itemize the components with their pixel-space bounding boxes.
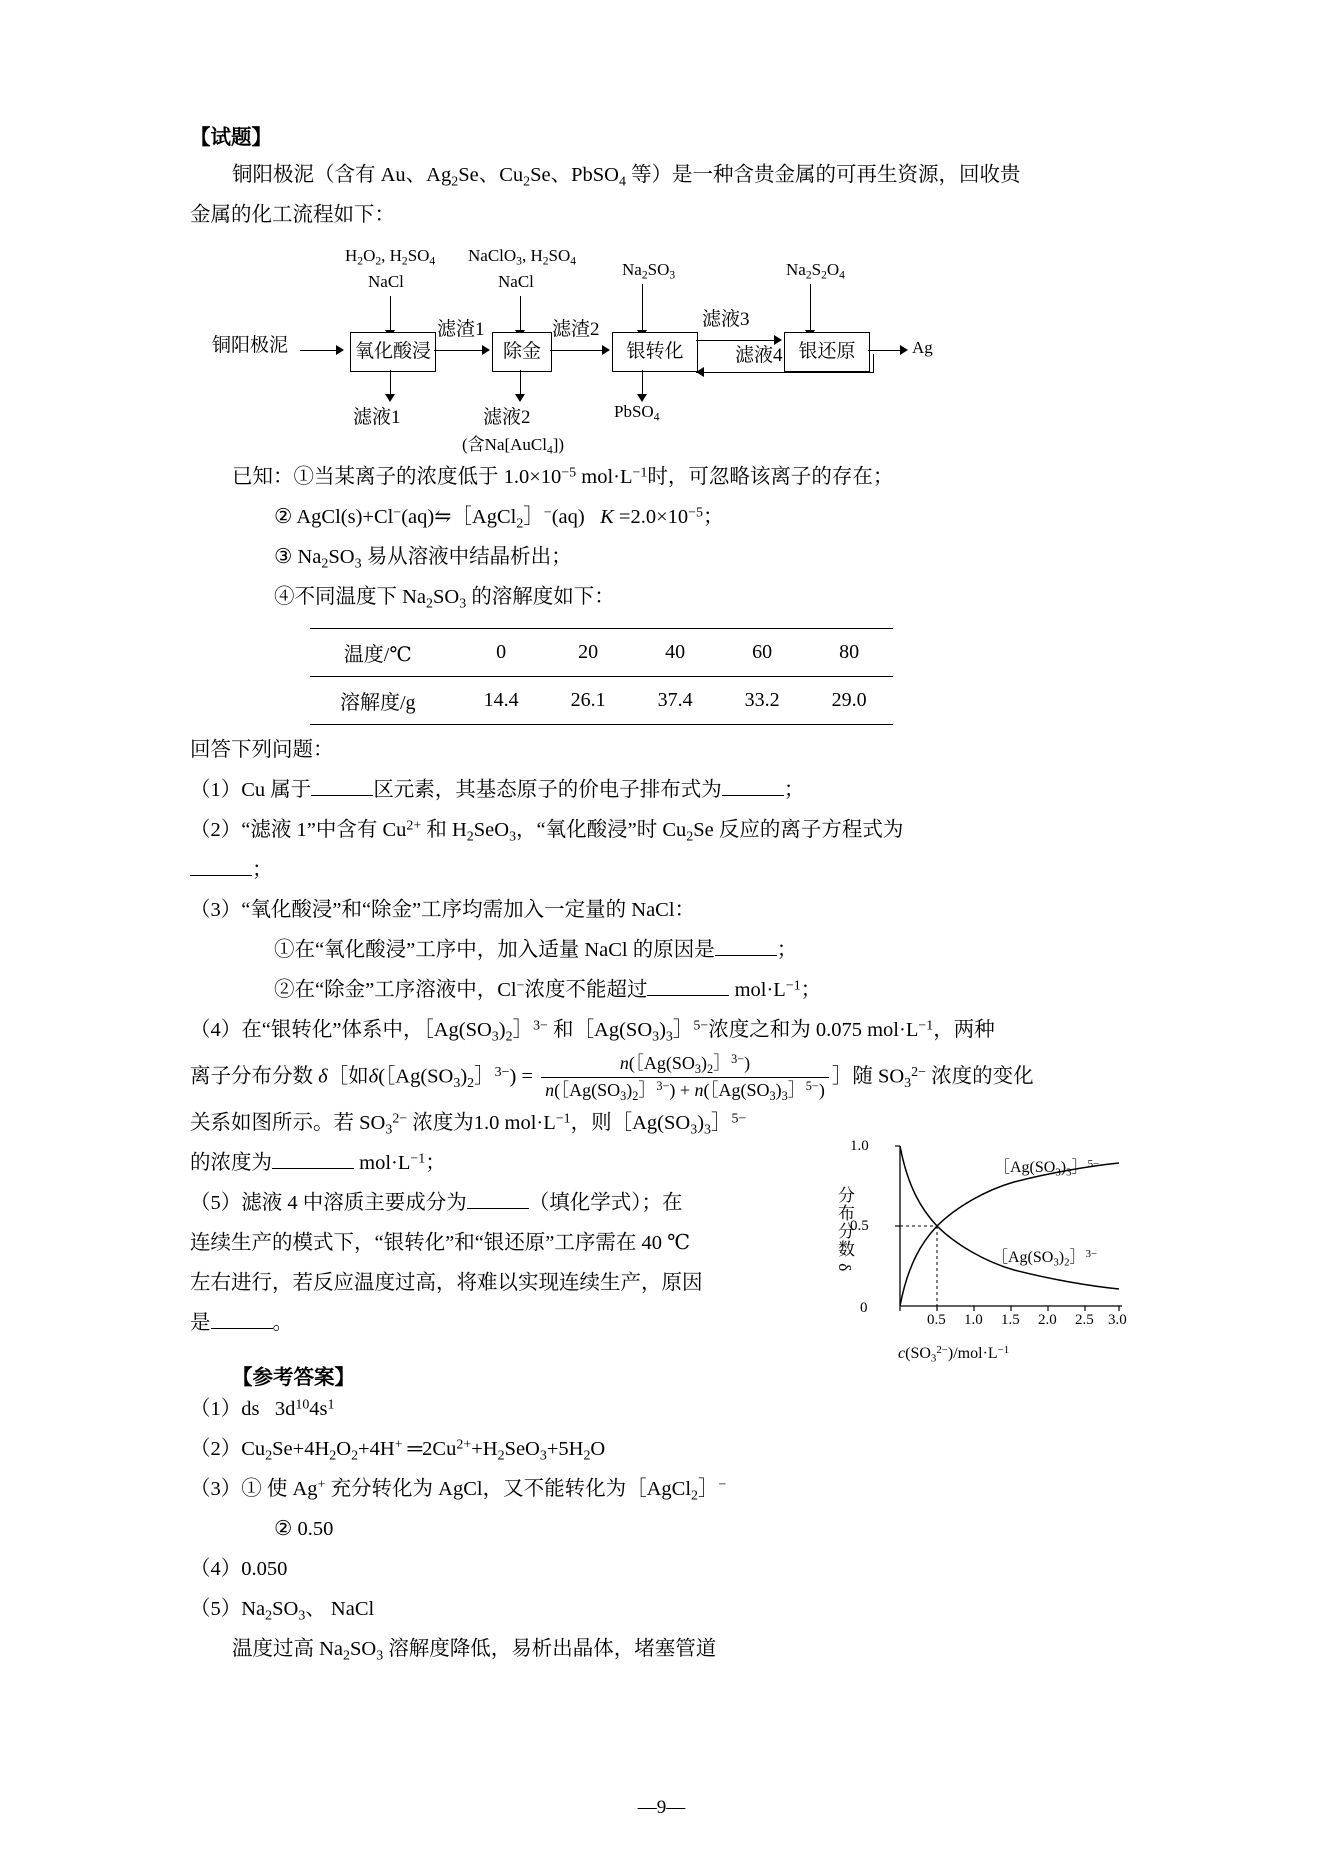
question-4-line4: 的浓度为 $mol\cdot L^{-1}$； [190,1151,446,1175]
flow-box-gold-removal: 除金 [492,332,552,372]
chart-xtick-1.5: 1.5 [1001,1312,1020,1328]
question-2-line2: ； [190,851,1133,891]
table-row-solubility [310,676,893,724]
flow-connector-down-4 [810,284,811,332]
known-item-4: ④不同温度下 $Na_2SO_3$ 的溶解度如下： [274,585,615,612]
flow-connector-input [300,350,338,351]
answer-section-heading: 【参考答案】 [232,1367,355,1390]
flow-connector-down-3 [642,284,643,332]
question-4-line3: 关系如图所示。若 $SO_3^{2-}$ 浓度为1.0 $mol\cdot L^{-1}$，则$[Ag(SO_3)_3]^{5-}$ [190,1111,747,1138]
flow-reagent-label-3: $Na_2SO_3$ [622,259,676,282]
known-item-2: ② AgCl(s)+Cl−(aq)⇋［AgCl$_2$］−(aq) $K =2.0\times 10^{-5}$； [274,505,724,532]
answer-4: （4）0.050 [190,1558,288,1581]
question-4-line2: 离子分布分数 δ［如$\delta([Ag(SO_3)_2]^{3-})$ = $\frac{n([Ag(SO_3)_2]^{3-})}{n([Ag(SO_3)_2]^{3-}) + n([Ag(SO_3)_3]^{5-})}$ ］随 $SO_3^{2-}$ 浓度的变化 [190,1051,1034,1103]
question-section-heading: 【试题】 [190,127,272,149]
chart-xtick-1.0: 1.0 [964,1312,983,1328]
flow-reagent-label-2: NaClO$_3$, $H_2SO_4$ [468,245,577,268]
blank-q1-a [311,795,373,796]
flow-input-label: 铜阳极泥 [212,334,289,356]
chart-plot-area [850,1138,1127,1334]
table-cell-temp-60: 60 [719,628,806,676]
table-cell-sol-40: 37.4 [632,676,719,724]
chart-xtick-2.0: 2.0 [1038,1312,1057,1328]
chart-ytick-0: 0 [860,1300,868,1316]
blank-q3-1 [715,955,777,956]
blank-q5-a [467,1208,529,1209]
chart-y-axis-label: 分布分数 δ [835,1186,854,1273]
chart-ytick-1.0: 1.0 [850,1138,869,1154]
blank-q2 [190,875,252,876]
answer-5: $(5)Na_2SO_3$、 NaCl [190,1598,375,1624]
flow-connector-down-2 [520,296,521,332]
answer-1: （1）ds $3d^{10}4s^1$ [190,1397,335,1421]
flow-connector-4-horizontal [696,372,874,373]
flow-arrowhead-out-3 [637,394,647,402]
question-5-line1: （5）滤液 4 中溶质主要成分为 （填化学式）；在 [190,1192,683,1215]
blank-q3-2 [647,995,729,996]
question-5-line4: 是 。 [190,1312,293,1335]
blank-q1-b [722,795,784,796]
distribution-fraction-chart [835,1138,1138,1373]
intro-paragraph-line1: 铜阳极泥（含有 Au、$Ag_2Se$、$Cu_2Se$、PbSO$_4$ 等）是一种含贵金属的可再生资源，回收贵 [232,164,1021,190]
known-item-3: ③ $Na_2SO_3$ 易从溶液中结晶析出； [274,545,572,572]
flow-arrowhead-1 [482,345,490,355]
table-cell-sol-20: 26.1 [545,676,632,724]
flow-label-filtrate-4: 滤液4 [735,344,783,366]
flow-label-filtrate-2-note: (含Na[AuCl$_4$]) [462,434,565,457]
flow-connector-out-2 [520,370,521,396]
flow-connector-out-1 [390,370,391,396]
page-number: —9— [637,1797,686,1818]
chart-series-label-1: $[Ag(SO_3)_3]^{5-}$ [994,1157,1100,1179]
flow-arrowhead-output [900,345,908,355]
flow-label-residue-2: 滤渣2 [552,318,600,340]
answer-3-1: （3）① 使 Ag+ 充分转化为 AgCl，又不能转化为［AgCl$_2$］− [190,1477,727,1504]
fraction-numerator: $n([Ag(SO_3)_2]^{3-})$ [619,1051,751,1076]
process-flow-diagram [190,242,1133,457]
fraction-denominator: $n([Ag(SO_3)_2]^{3-})$ + $n([Ag(SO_3)_3]^{5-})$ [541,1077,829,1104]
flow-connector-2 [550,350,604,351]
flow-arrowhead-out-1 [385,394,395,402]
flow-box-silver-reduction: 银还原 [784,332,870,372]
flow-label-filtrate-2: 滤液2 [483,406,531,428]
flow-arrowhead-out-2 [515,394,525,402]
question-5-line3: 左右进行，若反应温度过高，将难以实现连续生产，原因 [190,1272,703,1295]
flow-connector-output [868,350,902,351]
flow-label-residue-1: 滤渣1 [437,318,485,340]
chart-xtick-0.5: 0.5 [927,1312,946,1328]
table-cell-temp-0: 0 [458,628,545,676]
flow-arrowhead-4 [696,367,704,377]
blank-q5-b [211,1328,273,1329]
fraction-delta [541,1051,829,1105]
question-5-line2: 连续生产的模式下，“银转化”和“银还原”工序需在 40 ℃ [190,1232,691,1255]
flow-connector-4-vertical [873,354,874,373]
flow-label-pbso4: PbSO$_4$ [614,401,660,424]
table-header-solubility: 溶解度/g [310,676,458,724]
question-1: （1）Cu 属于 区元素，其基态原子的价电子排布式为 ； [190,778,805,801]
answer-5-reason: 温度过高 $Na_2SO_3$ 溶解度降低，易析出晶体，堵塞管道 [232,1638,717,1664]
flow-box-silver-conversion: 银转化 [612,332,698,372]
intro-paragraph-line2: 金属的化工流程如下： [190,203,395,226]
flow-connector-1 [434,350,484,351]
flow-connector-out-3 [642,370,643,396]
chart-series-label-2: $[Ag(SO_3)_2]^{3-}$ [992,1247,1098,1269]
flow-output-label: Ag [912,337,933,357]
answer-2: $(2)Cu_2Se+4H_2O_2+4H^+$ $═2Cu^{2+}+H_2SeO_3+5H_2O$ [190,1437,606,1464]
table-cell-temp-20: 20 [545,628,632,676]
questions-lead: 回答下列问题： [190,738,334,761]
table-header-temperature: 温度/℃ [310,628,458,676]
chart-xtick-3.0: 3.0 [1108,1312,1127,1328]
flow-connector-down-1 [390,296,391,332]
chart-xtick-2.5: 2.5 [1075,1312,1094,1328]
question-4-line1: （4）在“银转化”体系中，$[Ag(SO_3)_2]^{3-}$ 和$[Ag(SO_3)_3]^{5-}$浓度之和为 0.075 $mol\cdot L^{-1}$，两种 [190,1017,995,1045]
answer-3-2: ② 0.50 [274,1518,334,1541]
flow-arrowhead-input [336,345,344,355]
flow-label-filtrate-3: 滤液3 [702,308,750,330]
flow-reagent-label-2b: NaCl [498,271,534,291]
flow-box-oxidation-leaching: 氧化酸浸 [350,332,436,372]
blank-q4 [272,1168,354,1169]
flow-label-filtrate-1: 滤液1 [353,406,401,428]
flow-reagent-label-1b: NaCl [368,271,404,291]
question-3-sub2: ②在“除金”工序溶液中，Cl−浓度不能超过 $mol\cdot L^{-1}$； [274,977,822,1001]
table-cell-sol-60: 33.2 [719,676,806,724]
table-cell-sol-80: 29.0 [806,676,893,724]
flow-reagent-label-1: $H_2O_2$, $H_2SO_4$ [345,245,436,268]
chart-ytick-0.5: 0.5 [850,1218,869,1234]
table-row-temperature [310,628,893,676]
question-3-sub1: ①在“氧化酸浸”工序中，加入适量 NaCl 的原因是 ； [274,938,798,961]
chart-x-axis-label: $c(SO_3^{2-})/mol\cdot L^{-1}$ [898,1344,1010,1365]
question-2-line1: （2）“滤液 1”中含有 $Cu^{2+}$ 和 $H_2SeO_3$，“氧化酸浸”时 $Cu_2Se$ 反应的离子方程式为 [190,818,904,845]
flow-reagent-label-4: $Na_2S_2O_4$ [786,259,845,282]
table-cell-sol-0: 14.4 [458,676,545,724]
known-item-1: 已知：①当某离子的浓度低于 $1.0\times 10^{-5}$ $mol\cdot L^{-1}$时，可忽略该离子的存在； [232,465,894,488]
table-cell-temp-40: 40 [632,628,719,676]
table-cell-temp-80: 80 [806,628,893,676]
question-3-line1: （3）“氧化酸浸”和“除金”工序均需加入一定量的 NaCl： [190,898,696,921]
flow-arrowhead-2 [602,345,610,355]
solubility-table [310,628,893,725]
